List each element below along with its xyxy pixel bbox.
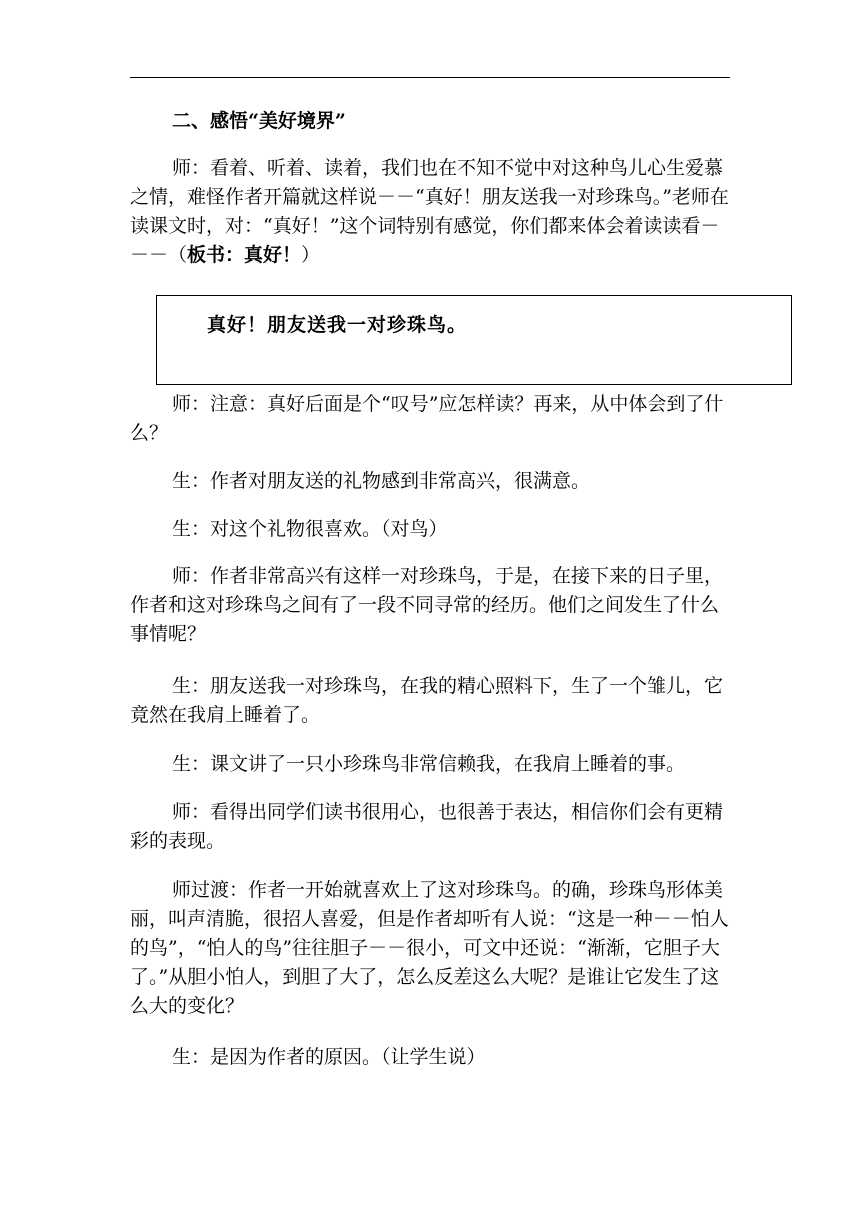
quote-box [156,295,792,385]
quote-box-text: 真好！朋友送我一对珍珠鸟。 [207,314,468,336]
paragraph-text: 师：看着、听着、读着，我们也在不知不觉中对这种鸟儿心生爱慕之情，难怪作者开篇就这样说－－“真好！朋友送我一对珍珠鸟。”老师在读课文时，对：“真好！”这个词特别有感觉，你们都来体会着读读看－－－（ [130,157,729,266]
paragraph-student-5: 生：是因为作者的原因。（让学生说） [172,1046,486,1068]
paragraph-student-2: 生：对这个礼物很喜欢。（对鸟） [172,518,448,540]
paragraph-teacher-praise: 师：看得出同学们读书很用心，也很善于表达，相信你们会有更精彩的表现。 [130,801,724,852]
paragraph-student-3: 生：朋友送我一对珍珠鸟，在我的精心照料下，生了一个雏儿，它竟然在我肩上睡着了。 [130,675,724,726]
header-rule [130,77,730,78]
paragraph-teacher-note: 师：注意：真好后面是个“叹号”应怎样读？再来，从中体会到了什么？ [130,393,724,444]
blackboard-note: 板书：真好！ [187,244,302,266]
paragraph-student-4: 生：课文讲了一只小珍珠鸟非常信赖我，在我肩上睡着的事。 [172,753,686,775]
paragraph-student-1: 生：作者对朋友送的礼物感到非常高兴，很满意。 [172,470,591,492]
paragraph-teacher-story: 师：作者非常高兴有这样一对珍珠鸟，于是，在接下来的日子里，作者和这对珍珠鸟之间有了一段不同寻常的经历。他们之间发生了什么事情呢？ [130,565,724,645]
paragraph-teacher-intro [130,154,730,270]
paragraph-teacher-transition: 师过渡：作者一开始就喜欢上了这对珍珠鸟。的确，珍珠鸟形体美丽，叫声清脆，很招人喜爱，但是作者却听有人说：“这是一种－－怕人的鸟”，“怕人的鸟”往往胆子－－很小，可文中还说：“渐渐，它胆子大了。”从胆小怕人，到胆了大了，怎么反差这么大呢？是谁让它发生了这么大的变化？ [130,879,729,1017]
section-heading: 二、感悟“美好境界” [172,110,346,132]
paragraph-text-end: ） [301,244,321,266]
